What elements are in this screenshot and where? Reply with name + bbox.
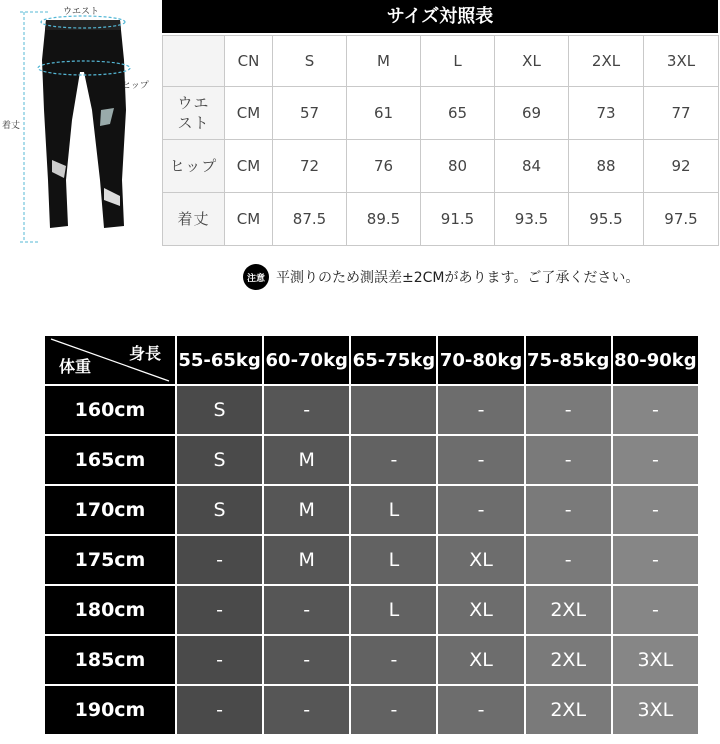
size-recommendation-cell: - bbox=[613, 586, 698, 634]
size-recommendation-cell: L bbox=[351, 486, 436, 534]
size-recommendation-cell: - bbox=[177, 586, 262, 634]
weight-header-cell: 80-90kg bbox=[613, 336, 698, 384]
size-recommendation-cell: S bbox=[177, 486, 262, 534]
pants-illustration bbox=[0, 0, 160, 245]
height-row bbox=[45, 536, 698, 584]
size-recommendation-cell: M bbox=[264, 486, 349, 534]
size-recommendation-cell: 3XL bbox=[613, 686, 698, 734]
size-recommendation-cell: - bbox=[613, 436, 698, 484]
size-recommendation-cell: - bbox=[526, 386, 611, 434]
size-recommendation-cell bbox=[351, 386, 436, 434]
height-row bbox=[45, 486, 698, 534]
size-value-cell: 77 bbox=[644, 87, 719, 140]
size-recommendation-cell: 2XL bbox=[526, 586, 611, 634]
weight-header-cell: 70-80kg bbox=[438, 336, 523, 384]
measurement-note bbox=[243, 264, 639, 290]
height-row-label: 160cm bbox=[45, 386, 175, 434]
size-header-cell: XL bbox=[495, 36, 569, 87]
size-header-cell: M bbox=[347, 36, 421, 87]
size-recommendation-cell: XL bbox=[438, 536, 523, 584]
weight-header-cell: 65-75kg bbox=[351, 336, 436, 384]
height-row-label: 190cm bbox=[45, 686, 175, 734]
size-table bbox=[162, 0, 718, 240]
size-recommendation-cell: - bbox=[613, 386, 698, 434]
size-header-cell: CN bbox=[225, 36, 273, 87]
size-recommendation-cell: 2XL bbox=[526, 686, 611, 734]
height-row bbox=[45, 586, 698, 634]
size-value-cell: 95.5 bbox=[569, 193, 644, 246]
size-row-length bbox=[163, 193, 719, 246]
size-value-cell: 57 bbox=[273, 87, 347, 140]
size-value-cell: 73 bbox=[569, 87, 644, 140]
size-recommendation-cell: - bbox=[526, 536, 611, 584]
size-header-corner bbox=[163, 36, 225, 87]
size-recommendation-cell: - bbox=[613, 486, 698, 534]
size-table-grid bbox=[162, 35, 719, 246]
corner-weight-label: 体重 bbox=[59, 357, 92, 376]
height-row bbox=[45, 386, 698, 434]
size-header-cell: S bbox=[273, 36, 347, 87]
size-value-cell: 76 bbox=[347, 140, 421, 193]
size-recommendation-cell: XL bbox=[438, 636, 523, 684]
size-row-label: ヒップ bbox=[163, 140, 225, 193]
height-row bbox=[45, 686, 698, 734]
size-recommendation-cell: - bbox=[264, 686, 349, 734]
size-header-cell: 3XL bbox=[644, 36, 719, 87]
size-recommendation-cell: - bbox=[264, 636, 349, 684]
size-value-cell: 97.5 bbox=[644, 193, 719, 246]
size-recommendation-cell: - bbox=[438, 686, 523, 734]
size-recommendation-cell: - bbox=[526, 436, 611, 484]
size-unit-cell: CM bbox=[225, 87, 273, 140]
hw-corner-cell bbox=[45, 336, 175, 384]
length-label: 着丈 bbox=[2, 121, 21, 131]
weight-header-cell: 60-70kg bbox=[264, 336, 349, 384]
size-recommendation-cell: 2XL bbox=[526, 636, 611, 684]
size-recommendation-cell: - bbox=[351, 636, 436, 684]
size-recommendation-cell: XL bbox=[438, 586, 523, 634]
height-row-label: 185cm bbox=[45, 636, 175, 684]
height-row-label: 170cm bbox=[45, 486, 175, 534]
weight-header-cell: 55-65kg bbox=[177, 336, 262, 384]
size-value-cell: 87.5 bbox=[273, 193, 347, 246]
size-recommendation-cell: - bbox=[526, 486, 611, 534]
size-header-cell: 2XL bbox=[569, 36, 644, 87]
size-value-cell: 84 bbox=[495, 140, 569, 193]
size-header-cell: L bbox=[421, 36, 495, 87]
size-recommendation-cell: - bbox=[177, 686, 262, 734]
size-row-waist bbox=[163, 87, 719, 140]
size-row-hip bbox=[163, 140, 719, 193]
height-row-label: 165cm bbox=[45, 436, 175, 484]
size-unit-cell: CM bbox=[225, 140, 273, 193]
height-weight-grid bbox=[43, 334, 700, 736]
corner-height-label: 身長 bbox=[128, 344, 161, 363]
size-header-row bbox=[163, 36, 719, 87]
size-value-cell: 69 bbox=[495, 87, 569, 140]
size-value-cell: 89.5 bbox=[347, 193, 421, 246]
size-recommendation-cell: 3XL bbox=[613, 636, 698, 684]
size-value-cell: 61 bbox=[347, 87, 421, 140]
size-recommendation-cell: - bbox=[177, 636, 262, 684]
size-recommendation-cell: M bbox=[264, 536, 349, 584]
size-value-cell: 93.5 bbox=[495, 193, 569, 246]
size-recommendation-cell: L bbox=[351, 536, 436, 584]
size-recommendation-cell: S bbox=[177, 436, 262, 484]
weight-header-row bbox=[45, 336, 698, 384]
size-row-label: 着丈 bbox=[163, 193, 225, 246]
hip-label: ヒップ bbox=[122, 81, 149, 91]
height-weight-chart bbox=[45, 336, 700, 744]
size-recommendation-cell: - bbox=[177, 536, 262, 584]
height-row-label: 175cm bbox=[45, 536, 175, 584]
size-value-cell: 72 bbox=[273, 140, 347, 193]
size-recommendation-cell: - bbox=[351, 686, 436, 734]
waist-label: ウエスト bbox=[63, 7, 100, 17]
height-row bbox=[45, 636, 698, 684]
height-row-label: 180cm bbox=[45, 586, 175, 634]
size-value-cell: 88 bbox=[569, 140, 644, 193]
size-recommendation-cell: - bbox=[264, 386, 349, 434]
size-recommendation-cell: - bbox=[351, 436, 436, 484]
note-badge: 注意 bbox=[243, 264, 269, 290]
size-recommendation-cell: - bbox=[438, 386, 523, 434]
size-recommendation-cell: - bbox=[438, 436, 523, 484]
size-recommendation-cell: M bbox=[264, 436, 349, 484]
note-text: 平測りのため測誤差±2CMがあります。ご了承ください。 bbox=[276, 270, 640, 286]
size-row-label: ウエスト bbox=[163, 87, 225, 140]
size-value-cell: 80 bbox=[421, 140, 495, 193]
size-unit-cell: CM bbox=[225, 193, 273, 246]
weight-header-cell: 75-85kg bbox=[526, 336, 611, 384]
size-recommendation-cell: L bbox=[351, 586, 436, 634]
size-recommendation-cell: - bbox=[613, 536, 698, 584]
size-value-cell: 65 bbox=[421, 87, 495, 140]
size-recommendation-cell: S bbox=[177, 386, 262, 434]
size-table-title: サイズ対照表 bbox=[162, 0, 718, 33]
pants-figure bbox=[0, 0, 160, 245]
size-value-cell: 92 bbox=[644, 140, 719, 193]
size-recommendation-cell: - bbox=[264, 586, 349, 634]
height-row bbox=[45, 436, 698, 484]
size-recommendation-cell: - bbox=[438, 486, 523, 534]
size-value-cell: 91.5 bbox=[421, 193, 495, 246]
